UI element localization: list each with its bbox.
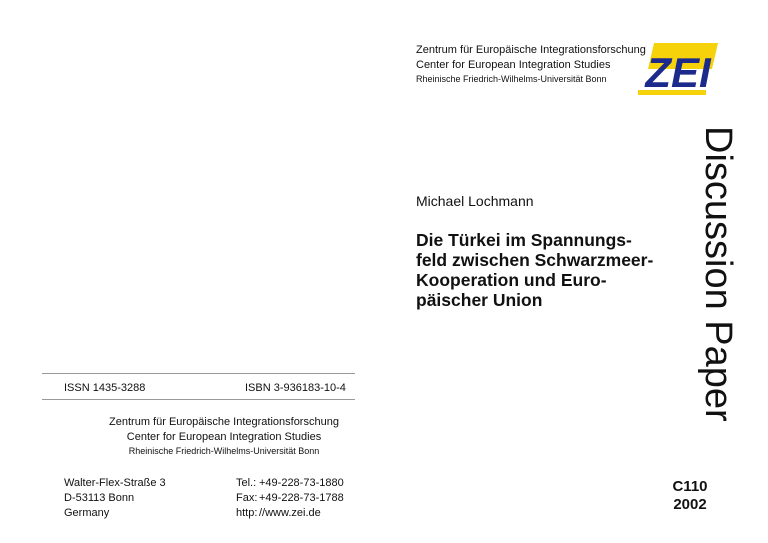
issn-number: ISSN 1435-3288 bbox=[64, 382, 146, 394]
title-line: Kooperation und Euro- bbox=[416, 270, 607, 290]
back-institution-name-en: Center for European Integration Studies bbox=[126, 431, 322, 443]
title-line: päischer Union bbox=[416, 290, 543, 310]
back-institution-name-de: Zentrum für Europäische Integrationsforschung bbox=[109, 416, 339, 428]
logo-text: ZEI bbox=[645, 49, 711, 96]
tel-label: Tel.: bbox=[236, 477, 257, 489]
back-institution-block bbox=[64, 415, 384, 457]
fax-number: +49-228-73-1788 bbox=[259, 492, 344, 504]
back-top-rule bbox=[42, 373, 355, 374]
fax-label: Fax: bbox=[236, 492, 258, 504]
author-name: Michael Lochmann bbox=[416, 193, 534, 209]
front-institution-name-de: Zentrum für Europäische Integrationsforschung bbox=[416, 44, 646, 56]
front-institution-block bbox=[416, 43, 646, 85]
back-bottom-rule bbox=[42, 399, 355, 400]
series-label: Discussion Paper bbox=[697, 126, 739, 422]
address-city: D-53113 Bonn bbox=[64, 492, 135, 504]
web-label: http: bbox=[236, 507, 258, 519]
web-address: //www.zei.de bbox=[259, 507, 321, 519]
front-institution-name-en: Center for European Integration Studies bbox=[416, 59, 611, 71]
contact-info bbox=[236, 476, 344, 521]
paper-number: C110 bbox=[672, 478, 708, 495]
address-country: Germany bbox=[64, 507, 110, 519]
tel-number: +49-228-73-1880 bbox=[259, 477, 344, 489]
address-street: Walter-Flex-Straße 3 bbox=[64, 477, 166, 489]
title-line: Die Türkei im Spannungs- bbox=[416, 230, 632, 250]
isbn-number: ISBN 3-936183-10-4 bbox=[245, 382, 346, 394]
title-line: feld zwischen Schwarzmeer- bbox=[416, 250, 654, 270]
contact-fax-row bbox=[236, 491, 344, 506]
back-university-name: Rheinische Friedrich-Wilhelms-Universität Bonn bbox=[128, 446, 320, 456]
paper-title bbox=[416, 230, 676, 310]
contact-tel-row bbox=[236, 476, 344, 491]
postal-address bbox=[64, 476, 166, 521]
contact-web-row bbox=[236, 506, 344, 521]
zei-logo-icon bbox=[638, 39, 720, 97]
paper-year: 2002 bbox=[673, 496, 707, 513]
front-university-name: Rheinische Friedrich-Wilhelms-Universität Bonn bbox=[416, 74, 607, 84]
